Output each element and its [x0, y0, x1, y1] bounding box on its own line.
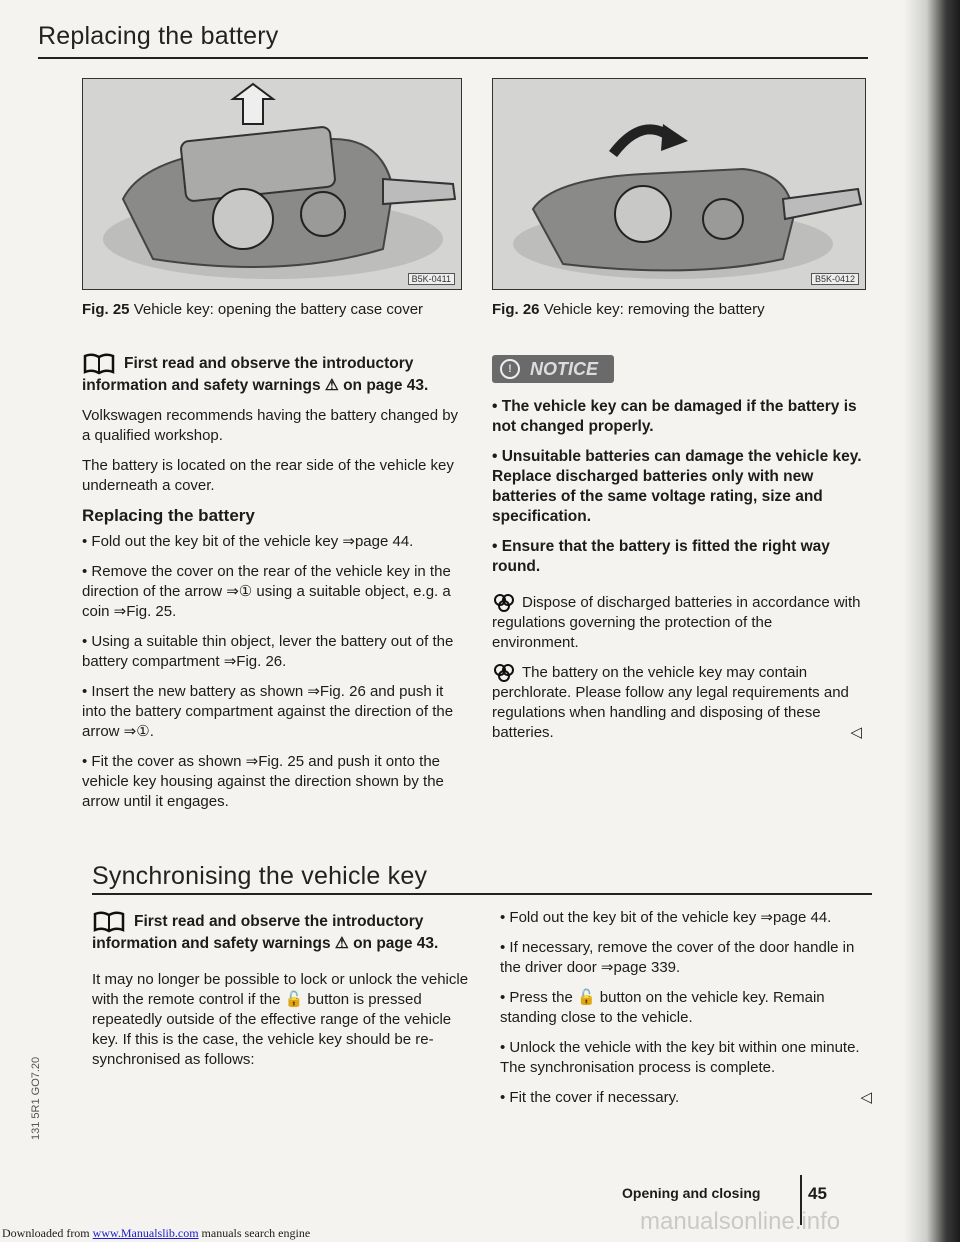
download-suffix: manuals search engine: [198, 1226, 311, 1240]
watermark: manualsonline.info: [640, 1208, 841, 1235]
figure-26-caption: [492, 300, 862, 320]
section2-left-column: [92, 910, 470, 1080]
section2-rule: [92, 893, 872, 895]
paragraph-recommend: Volkswagen recommends having the battery changed by a qualified workshop.: [82, 407, 459, 444]
step-item: • Fit the cover as shown ⇒Fig. 25 and push it onto the vehicle key housing against the direction shown by the arrow until it engages.: [82, 753, 444, 810]
step-item: • Fold out the key bit of the vehicle key ⇒page 44.: [82, 533, 414, 550]
environment-note: [492, 663, 862, 743]
figure-25-text: Vehicle key: opening the battery case cover: [133, 301, 424, 318]
figure-25-tag: B5K-0411: [408, 273, 455, 285]
notice-item: • Unsuitable batteries can damage the vehicle key. Replace discharged batteries only with new batteries of the same voltage rating, size and specification.: [492, 448, 862, 525]
title-rule: [38, 57, 868, 59]
environment-text: The battery on the vehicle key may contain perchlorate. Please follow any legal requirements and regulations when handling and disposing of these batteries.: [492, 664, 849, 742]
step-item: • Using a suitable thin object, lever the battery out of the battery compartment ⇒Fig. 26.: [82, 633, 454, 670]
figure-25-key-opening: [82, 78, 462, 290]
paragraph-location: The battery is located on the rear side of the vehicle key underneath a cover.: [82, 457, 454, 494]
intro-text: First read and observe the introductory information and safety warnings ⚠ on page 43.: [92, 913, 439, 952]
step-item: • Insert the new battery as shown ⇒Fig. 26 and push it into the battery compartment against the direction of the arrow ⇒①.: [82, 683, 454, 740]
open-book-icon: [82, 352, 116, 376]
notice-badge: [492, 355, 614, 383]
download-prefix: Downloaded from: [2, 1226, 93, 1240]
notice-label: NOTICE: [530, 358, 599, 379]
section1-left-column: [82, 352, 460, 822]
end-mark-icon: ◁: [860, 1089, 872, 1106]
end-mark-icon: ◁: [850, 724, 862, 742]
step-item: [500, 1088, 872, 1108]
step-item-text: • Fit the cover if necessary.: [500, 1089, 680, 1106]
paragraph-resync: It may no longer be possible to lock or unlock the vehicle with the remote control if the 🔓 button is pressed repeatedly outside of the effective range of the vehicle key. If this is the case, the vehicle key should be re-synchronised as follows:: [92, 971, 469, 1068]
environment-text: Dispose of discharged batteries in accordance with regulations governing the protection of the environment.: [492, 594, 861, 652]
manualslib-link[interactable]: www.Manualslib.com: [92, 1226, 199, 1240]
figure-26-tag: B5K-0412: [811, 273, 859, 285]
open-book-icon: [92, 910, 126, 934]
step-item: • Press the 🔓 button on the vehicle key. Remain standing close to the vehicle.: [500, 989, 825, 1026]
step-item: • Unlock the vehicle with the key bit within one minute. The synchronisation process is complete.: [500, 1039, 860, 1076]
figure-26-key-removing: [492, 78, 866, 290]
intro-text: First read and observe the introductory information and safety warnings ⚠ on page 43.: [82, 355, 429, 394]
figure-25-number: Fig. 25: [82, 301, 130, 318]
side-code: 131 5R1 GO7.20: [30, 1056, 42, 1140]
environment-leaf-icon: [492, 663, 516, 683]
section2-right-column: [500, 908, 872, 1118]
notice-item: • Ensure that the battery is fitted the right way round.: [492, 538, 830, 575]
notice-circle-icon: !: [500, 359, 520, 379]
notice-item: • The vehicle key can be damaged if the battery is not changed properly.: [492, 398, 857, 435]
step-item: • Fold out the key bit of the vehicle key ⇒page 44.: [500, 909, 832, 926]
section-title-synchronising: Synchronising the vehicle key: [92, 862, 428, 890]
page-number: 45: [808, 1184, 827, 1203]
key-illustration-icon: [83, 79, 461, 289]
figure-25-caption: [82, 300, 462, 320]
key-battery-illustration-icon: [493, 79, 865, 289]
chapter-footer: Opening and closing: [622, 1185, 761, 1201]
intro-paragraph: [82, 352, 460, 396]
environment-note: [492, 593, 862, 653]
step-item: • Remove the cover on the rear of the vehicle key in the direction of the arrow ⇒① using a suitable object, e.g. a coin ⇒Fig. 25.: [82, 563, 451, 620]
section1-right-column: [492, 355, 862, 753]
page-edge-shadow: [904, 0, 960, 1242]
environment-leaf-icon: [492, 593, 516, 613]
figure-26-number: Fig. 26: [492, 301, 540, 318]
step-item: • If necessary, remove the cover of the door handle in the driver door ⇒page 339.: [500, 939, 855, 976]
download-line: [2, 1226, 310, 1241]
subheading-replacing: Replacing the battery: [82, 506, 255, 525]
intro-paragraph: [92, 910, 470, 954]
figure-26-text: Vehicle key: removing the battery: [543, 301, 765, 318]
section-title-replacing-battery: Replacing the battery: [38, 22, 279, 50]
